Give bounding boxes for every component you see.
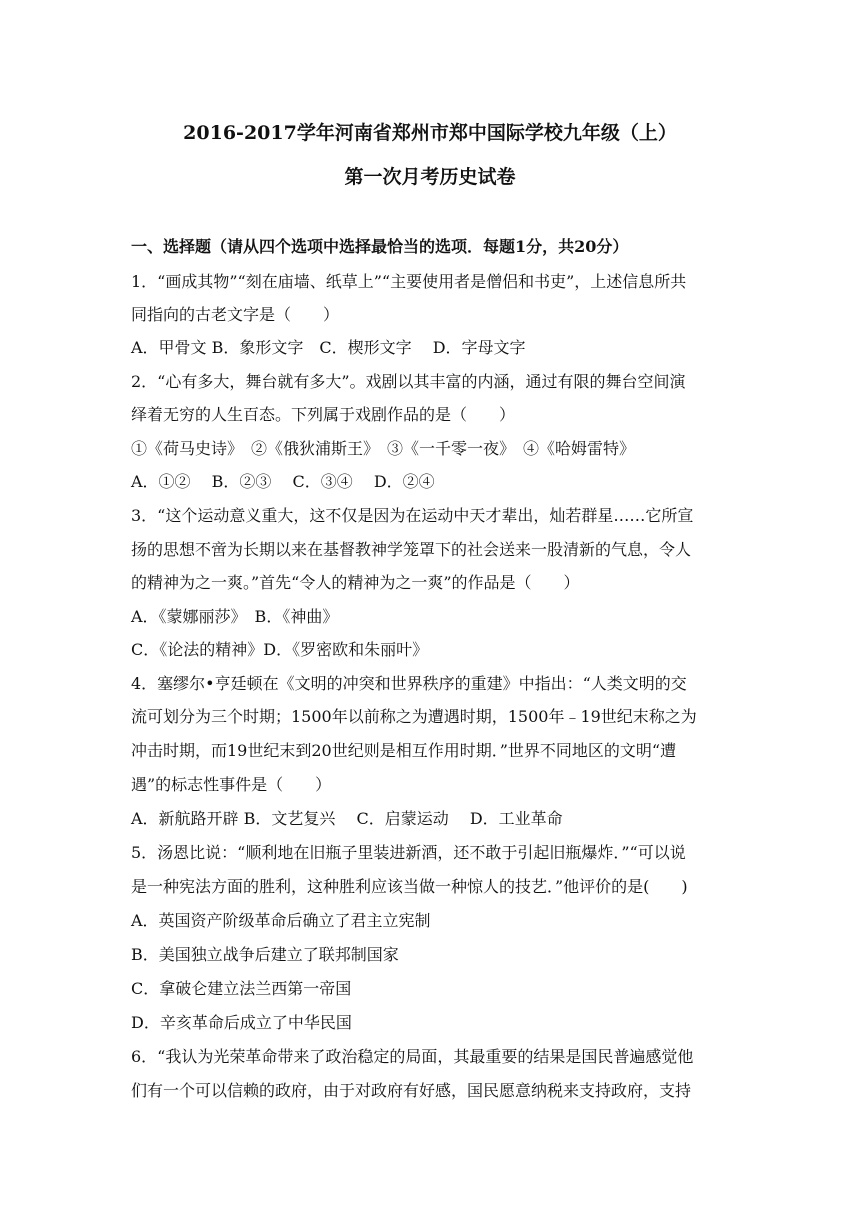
question-5-option-a: A．英国资产阶级革命后确立了君主立宪制 [131, 911, 431, 930]
question-3-line-1: 3．“这个运动意义重大，这不仅是因为在运动中天才辈出，灿若群星……它所宣 [131, 506, 694, 525]
question-4-line-2: 流可划分为三个时期；1500年以前称之为遭遇时期，1500年﹣19世纪末称之为 [131, 707, 697, 726]
question-4-options: A．新航路开辟 B．文艺复兴 C．启蒙运动 D．工业革命 [131, 809, 563, 828]
question-1-line-1: 1．“画成其物”“刻在庙墙、纸草上”“主要使用者是僧侣和书吏”，上述信息所共 [131, 272, 687, 291]
question-2-line-2: 绎着无穷的人生百态。下列属于戏剧作品的是（ ） [131, 405, 516, 424]
section-heading: 一、选择题（请从四个选项中选择最恰当的选项．每题1分，共20分） [131, 237, 629, 256]
question-5-line-2: 是一种宪法方面的胜利，这种胜利应该当做一种惊人的技艺．”他评价的是( ) [131, 877, 688, 896]
question-3-option-cd: C．《论法的精神》D．《罗密欧和朱丽叶》 [131, 640, 429, 659]
question-2-items: ①《荷马史诗》 ②《俄狄浦斯王》 ③《一千零一夜》 ④《哈姆雷特》 [131, 439, 636, 458]
question-4-line-3: 冲击时期，而19世纪末到20世纪则是相互作用时期．”世界不同地区的文明“遭 [131, 741, 677, 760]
question-4-line-4: 遇”的标志性事件是（ ） [131, 775, 332, 794]
question-4-line-1: 4．塞缪尔•亨廷顿在《文明的冲突和世界秩序的重建》中指出：“人类文明的交 [131, 674, 687, 693]
question-2-line-1: 2．“心有多大，舞台就有多大”。戏剧以其丰富的内涵，通过有限的舞台空间演 [131, 372, 686, 391]
question-5-option-b: B．美国独立战争后建立了联邦制国家 [131, 945, 399, 964]
question-2-options: A．①② B．②③ C．③④ D．②④ [131, 472, 435, 491]
question-1-line-2: 同指向的古老文字是（ ） [131, 305, 340, 324]
question-3-option-ab: A．《蒙娜丽莎》 B．《神曲》 [131, 607, 339, 626]
question-3-line-3: 的精神为之一爽。”首先“令人的精神为之一爽”的作品是（ ） [131, 573, 580, 592]
question-5-option-d: D．辛亥革命后成立了中华民国 [131, 1013, 352, 1032]
question-1-options: A．甲骨文 B．象形文字 C．楔形文字 D．字母文字 [131, 338, 526, 357]
exam-title-line2: 第一次月考历史试卷 [344, 166, 516, 188]
question-6-line-2: 们有一个可以信赖的政府，由于对政府有好感，国民愿意纳税来支持政府，支持 [131, 1081, 692, 1100]
question-3-line-2: 扬的思想不啻为长期以来在基督教神学笼罩下的社会送来一股清新的气息，令人 [131, 540, 692, 559]
exam-title-line1: 2016-2017学年河南省郑州市郑中国际学校九年级（上） [183, 122, 677, 144]
question-5-option-c: C．拿破仑建立法兰西第一帝国 [131, 979, 352, 998]
question-6-line-1: 6．“我认为光荣革命带来了政治稳定的局面，其最重要的结果是国民普遍感觉他 [131, 1047, 694, 1066]
question-5-line-1: 5．汤恩比说：“顺利地在旧瓶子里装进新酒，还不敢于引起旧瓶爆炸．”“可以说 [131, 843, 686, 862]
